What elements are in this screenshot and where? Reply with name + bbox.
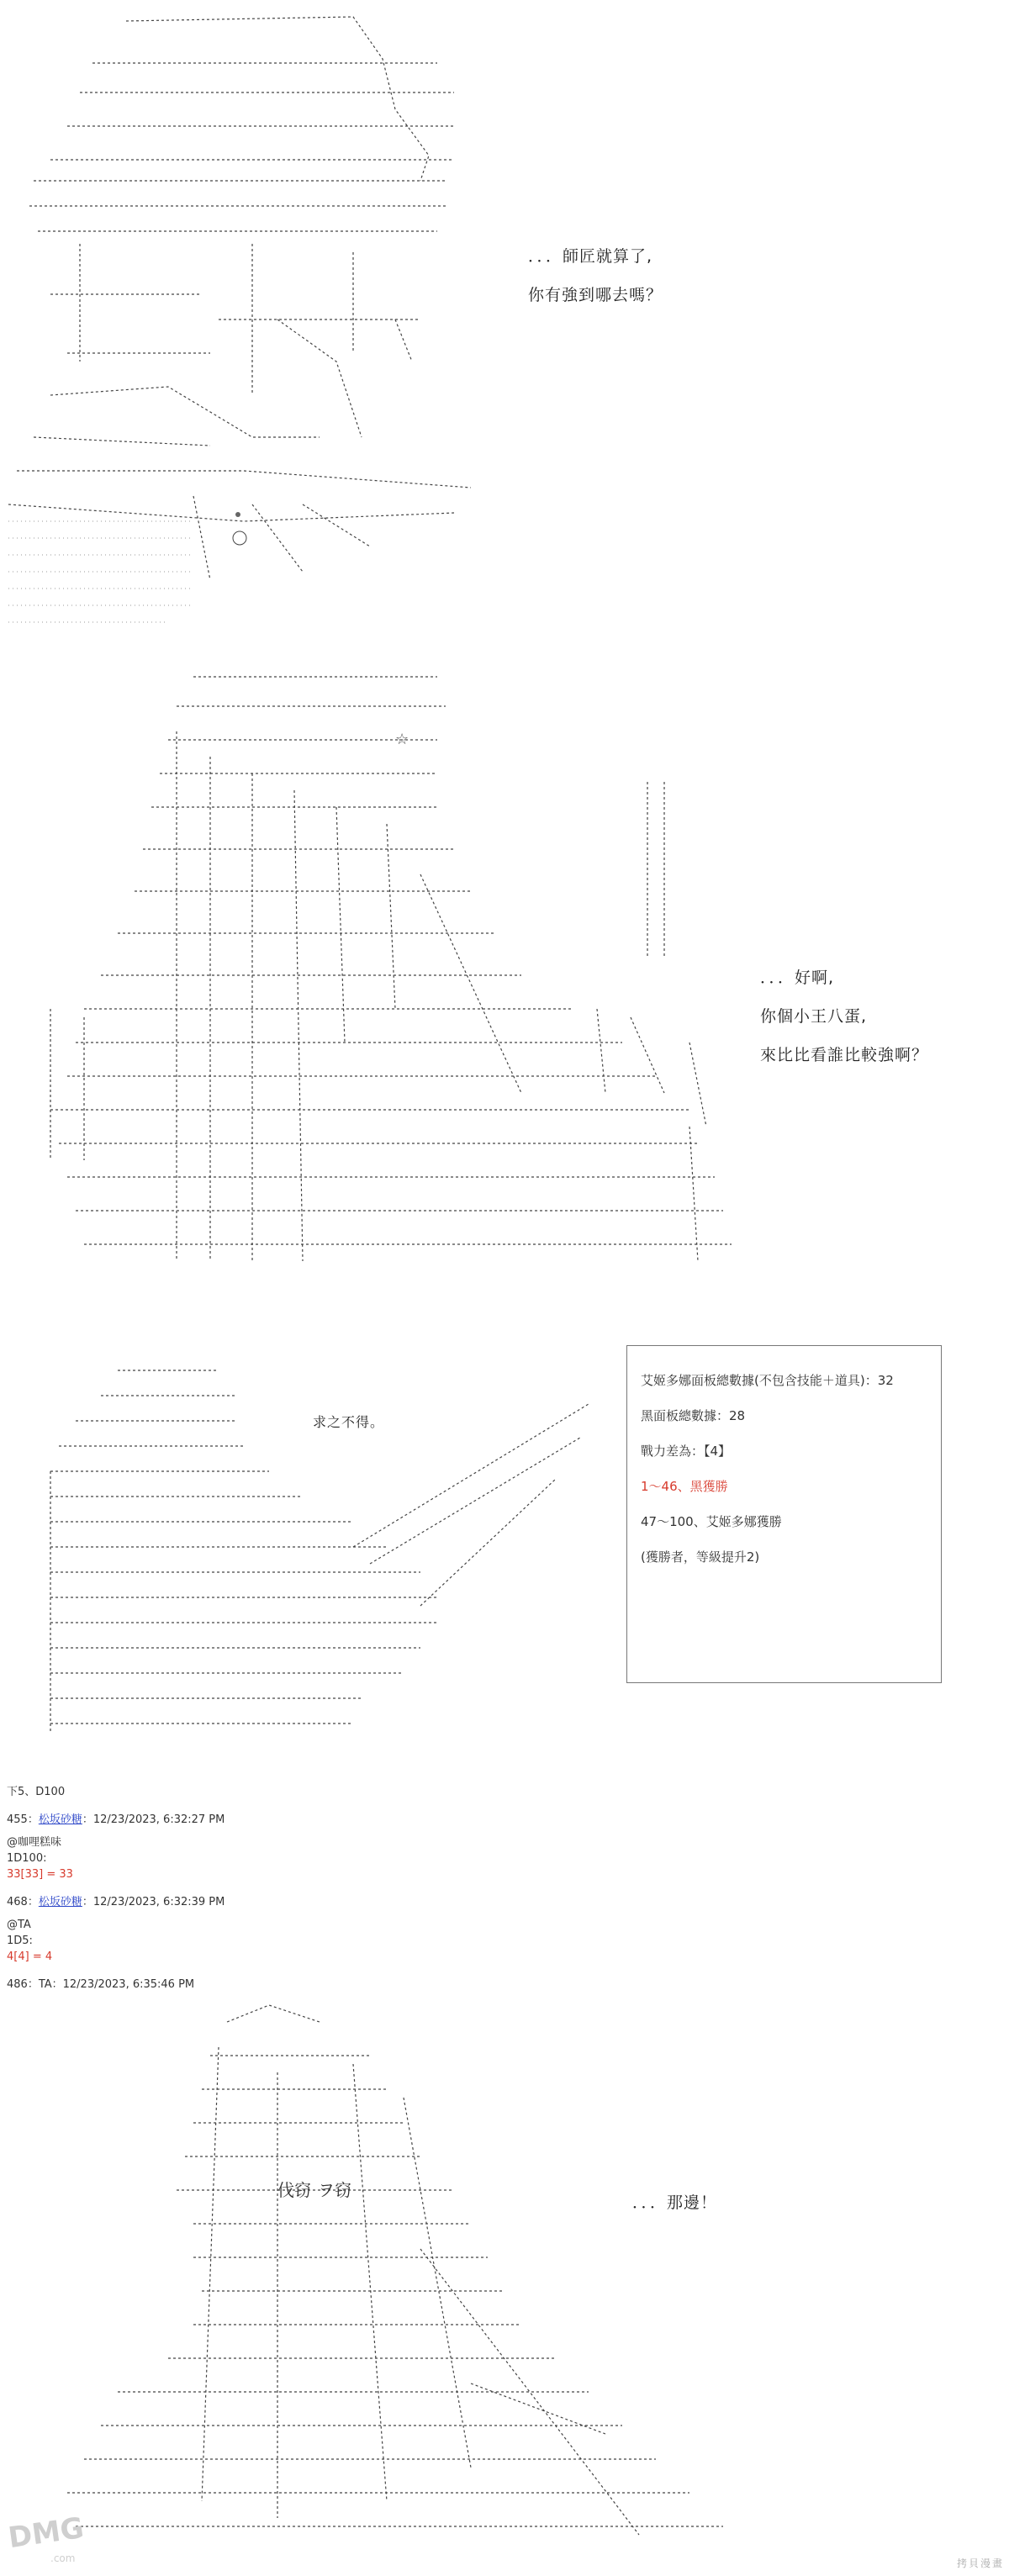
svg-text:☆: ☆	[395, 731, 409, 748]
dice-result: 33[33] = 33	[7, 1868, 73, 1881]
ascii-art-swordsmen	[0, 656, 740, 1312]
battle-stats-box	[626, 1345, 942, 1683]
art-label: ヲ窃	[318, 2180, 351, 2200]
svg-text:DMG: DMG	[7, 2510, 84, 2556]
panel-3	[0, 1354, 622, 1749]
speech-bubble-2	[760, 958, 928, 1074]
panel-2	[0, 656, 1009, 1312]
speech-line: ．．．好啊,	[760, 969, 835, 987]
speech-line: ．．．師匠就算了,	[528, 247, 653, 266]
svg-text:.com: .com	[50, 2552, 76, 2564]
post-roll: 1D100:	[7, 1852, 47, 1865]
post-mention: @咖哩糕味	[7, 1836, 62, 1849]
user-link[interactable]: 松坂砂糖	[38, 1896, 82, 1908]
speech-line: 來比比看誰比較強啊？	[760, 1046, 929, 1064]
ascii-art-portrait-1	[0, 0, 589, 639]
post-time: ：12/23/2023, 6:32:39 PM	[82, 1896, 225, 1908]
post-455-header: 455：松坂砂糖：12/23/2023, 6:32:27 PM	[7, 1813, 225, 1826]
roll-header: 下5、D100	[7, 1786, 66, 1798]
post-486-header: 486：TA：12/23/2023, 6:35:46 PM	[7, 1978, 195, 1991]
speech-bubble-1	[528, 237, 663, 314]
stat-line-6: (獲勝者，等級提升2)	[641, 1549, 760, 1565]
art-label: 伐窃	[277, 2180, 311, 2200]
stat-line-2: 黑面板總數據：28	[641, 1408, 746, 1423]
post-time: ：12/23/2023, 6:32:27 PM	[82, 1813, 225, 1826]
post-roll: 1D5:	[7, 1935, 33, 1947]
speech-line: 你個小王八蛋,	[760, 1007, 868, 1026]
panel-1	[0, 0, 1009, 639]
post-number: 468	[7, 1896, 28, 1908]
dmg-watermark	[7, 2510, 84, 2568]
ascii-art-drawing-sword	[0, 1354, 622, 1749]
post-mention: @TA	[7, 1919, 31, 1931]
site-watermark: 拷貝漫畫	[956, 2558, 1004, 2569]
dice-result: 4[4] = 4	[7, 1950, 53, 1963]
stat-line-1: 艾姬多娜面板總數據(不包含技能＋道具)：32	[641, 1373, 894, 1388]
ascii-art-kneeling-figure	[0, 1997, 740, 2568]
user-link[interactable]: 松坂砂糖	[38, 1813, 82, 1826]
stat-line-4: 1～46、黑獲勝	[641, 1479, 728, 1494]
panel-4	[0, 1997, 1009, 2568]
stat-line-3: 戰力差為：【4】	[641, 1444, 732, 1459]
stat-line-5: 47～100、艾姬多娜獲勝	[641, 1514, 782, 1529]
post-number: 455	[7, 1813, 28, 1826]
caption-text: 求之不得。	[313, 1414, 385, 1430]
post-468-header: 468：松坂砂糖：12/23/2023, 6:32:39 PM	[7, 1896, 225, 1908]
speech-bubble-4: ．．．那邊！	[632, 2193, 718, 2212]
speech-line: 你有強到哪去嗎？	[528, 286, 663, 304]
forum-posts	[7, 1784, 511, 1993]
dmg-logo-icon	[7, 2510, 84, 2568]
